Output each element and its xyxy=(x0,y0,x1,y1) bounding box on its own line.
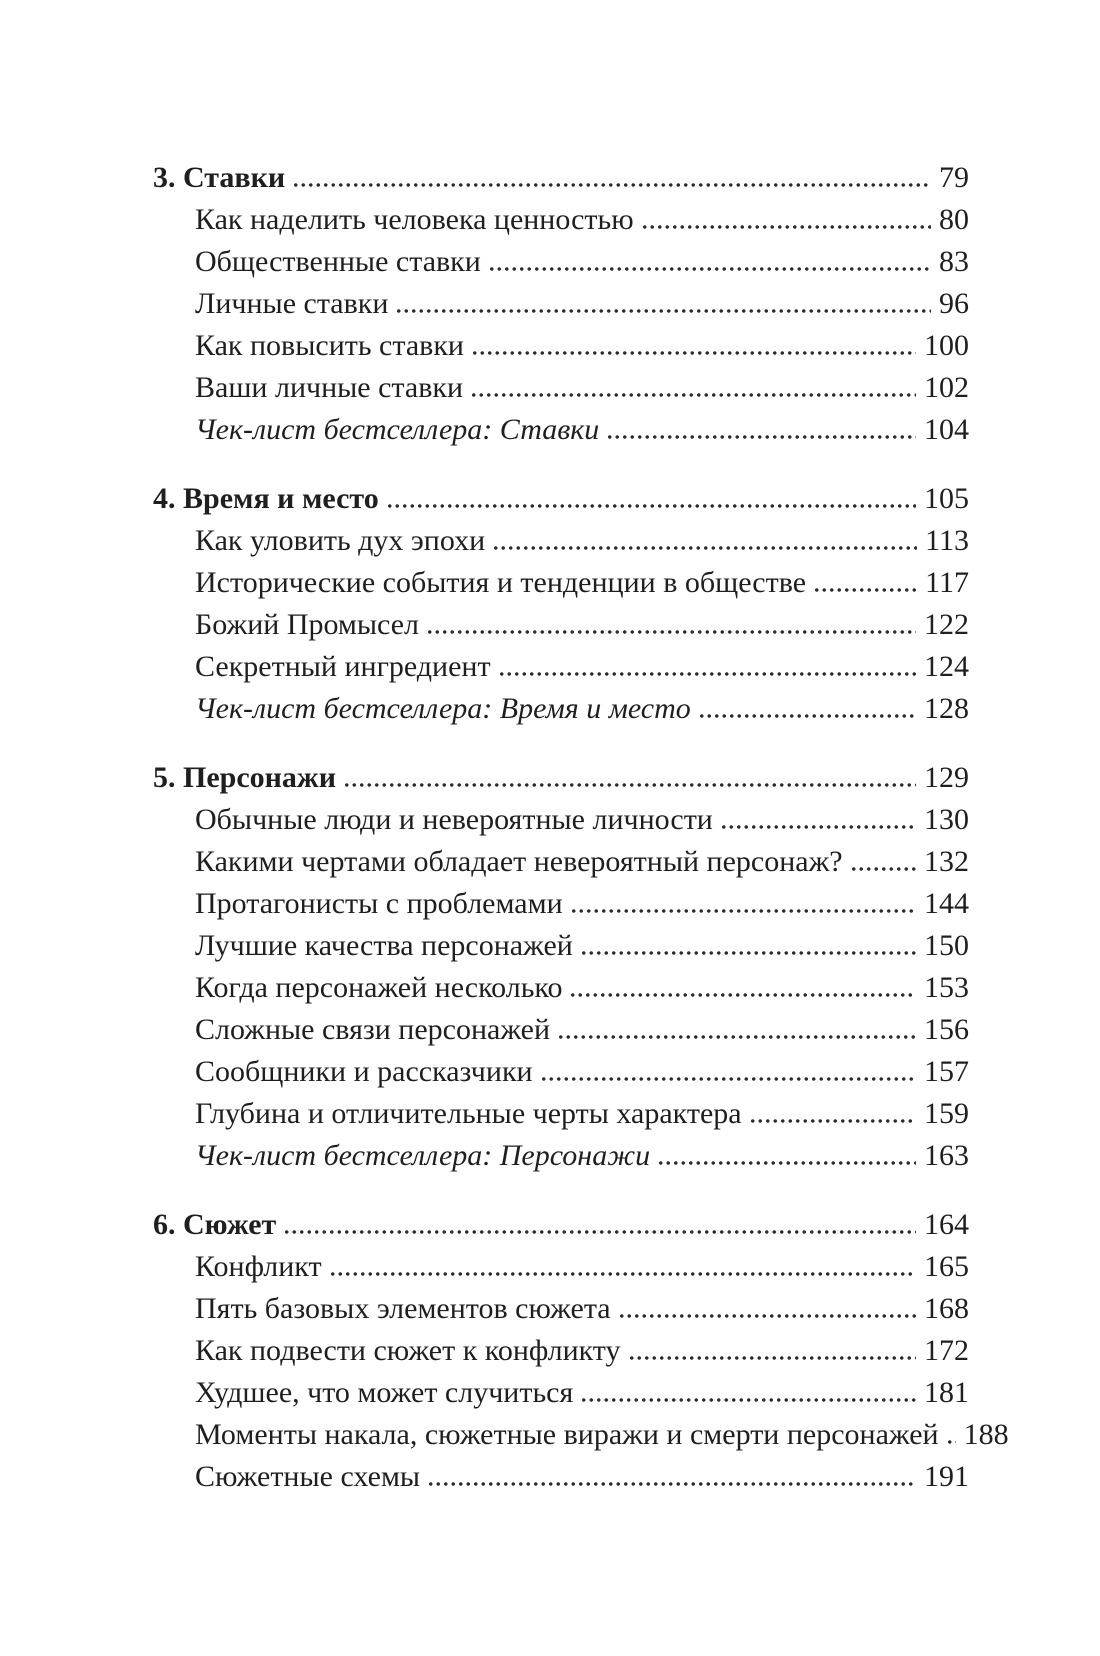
page-number: 105 xyxy=(924,482,969,515)
page-number: 191 xyxy=(924,1460,969,1493)
page-number: 172 xyxy=(924,1334,969,1367)
page-number: 128 xyxy=(924,692,969,725)
toc-entry-title: Сложные связи персонажей xyxy=(195,1013,551,1046)
toc-section xyxy=(153,757,969,1177)
dot-leader xyxy=(470,393,916,397)
dot-leader xyxy=(641,225,931,229)
toc-entry xyxy=(153,646,969,688)
toc-entry xyxy=(153,1330,969,1372)
page-number: 168 xyxy=(924,1292,969,1325)
dot-leader xyxy=(395,309,931,313)
toc-entry-title: Чек-лист бестселлера: Персонажи xyxy=(195,1139,651,1172)
dot-leader xyxy=(343,783,916,787)
toc-entry xyxy=(153,1288,969,1330)
dot-leader xyxy=(283,1230,916,1234)
page-number: 156 xyxy=(924,1013,969,1046)
toc-section-heading xyxy=(153,157,969,199)
dot-leader xyxy=(292,183,931,187)
page-number: 83 xyxy=(939,245,969,278)
toc-section-title: 5. Персонажи xyxy=(153,761,336,794)
page-number: 159 xyxy=(924,1097,969,1130)
toc-entry xyxy=(153,967,969,1009)
toc-section xyxy=(153,157,969,451)
page-number: 188 xyxy=(963,1418,1009,1451)
dot-leader xyxy=(628,1356,916,1360)
page-number: 153 xyxy=(924,971,969,1004)
toc-entry-title: Как повысить ставки xyxy=(195,329,464,362)
dot-leader xyxy=(850,867,916,871)
dot-leader xyxy=(557,1035,916,1039)
dot-leader xyxy=(698,714,916,718)
toc-section-title: 6. Сюжет xyxy=(153,1208,277,1241)
toc-entry xyxy=(153,1051,969,1093)
toc-entry-title: Конфликт xyxy=(195,1250,322,1283)
toc-entry-title: Чек-лист бестселлера: Ставки xyxy=(195,413,600,446)
page-number: 129 xyxy=(924,761,969,794)
toc-entry xyxy=(153,241,969,283)
toc-entry xyxy=(153,520,969,562)
page-number: 165 xyxy=(924,1250,969,1283)
toc-section-title: 4. Время и место xyxy=(153,482,379,515)
page-number: 164 xyxy=(924,1208,969,1241)
toc-entry-title: Худшее, что может случиться xyxy=(195,1376,574,1409)
page-number: 157 xyxy=(924,1055,969,1088)
toc-entry-title: Какими чертами обладает невероятный персонаж? xyxy=(195,845,843,878)
page-number: 132 xyxy=(924,845,969,878)
toc-entry-title: Как наделить человека ценностью xyxy=(195,203,634,236)
dot-leader xyxy=(498,672,916,676)
page-number: 163 xyxy=(924,1139,969,1172)
toc-entry-title: Пять базовых элементов сюжета xyxy=(195,1292,611,1325)
page-number: 113 xyxy=(925,524,969,557)
dot-leader xyxy=(570,909,916,913)
dot-leader xyxy=(749,1119,916,1123)
dot-leader xyxy=(329,1272,916,1276)
toc-entry xyxy=(153,883,969,925)
toc-entry-title: Лучшие качества персонажей xyxy=(195,929,573,962)
toc-entry-title: Чек-лист бестселлера: Время и место xyxy=(195,692,691,725)
dot-leader xyxy=(427,1482,916,1486)
toc-entry-title: Ваши личные ставки xyxy=(195,371,464,404)
toc-entry xyxy=(153,1093,969,1135)
toc-entry-title: Глубина и отличительные черты характера xyxy=(195,1097,742,1130)
page-number: 79 xyxy=(939,161,969,194)
toc-entry-title: Секретный ингредиент xyxy=(195,650,491,683)
page-number: 130 xyxy=(924,803,969,836)
page-number: 117 xyxy=(925,566,969,599)
dot-leader xyxy=(720,825,916,829)
dot-leader xyxy=(426,630,916,634)
toc-entry-title: Когда персонажей несколько xyxy=(195,971,563,1004)
page-number: 124 xyxy=(924,650,969,683)
toc-section xyxy=(153,1204,1009,1498)
page-number: 100 xyxy=(924,329,969,362)
toc-entry-title: Как подвести сюжет к конфликту xyxy=(195,1334,621,1367)
toc-entry xyxy=(153,688,969,730)
toc-entry-title: Общественные ставки xyxy=(195,245,481,278)
toc-entry xyxy=(153,1009,969,1051)
toc-section-title: 3. Ставки xyxy=(153,161,286,194)
page-number: 122 xyxy=(924,608,969,641)
dot-leader xyxy=(580,1398,916,1402)
toc-entry-title: Как уловить дух эпохи xyxy=(195,524,486,557)
toc-entry xyxy=(153,199,969,241)
toc-entry xyxy=(153,841,969,883)
toc-entry xyxy=(153,799,969,841)
toc-entry xyxy=(153,1456,969,1498)
table-of-contents xyxy=(153,157,1009,1498)
toc-section-heading xyxy=(153,757,969,799)
toc-entry xyxy=(153,604,969,646)
dot-leader xyxy=(569,993,916,997)
toc-entry-title: Исторические события и тенденции в обществе xyxy=(195,566,807,599)
page-number: 104 xyxy=(924,413,969,446)
dot-leader xyxy=(606,435,916,439)
dot-leader xyxy=(813,588,917,592)
page-number: 102 xyxy=(924,371,969,404)
toc-entry xyxy=(153,325,969,367)
page-number: 144 xyxy=(924,887,969,920)
toc-section-heading xyxy=(153,1204,969,1246)
toc-entry xyxy=(153,1246,969,1288)
toc-entry-title: Сюжетные схемы xyxy=(195,1460,421,1493)
toc-entry-title: Личные ставки xyxy=(195,287,389,320)
dot-leader xyxy=(492,546,917,550)
toc-entry-title: Моменты накала, сюжетные виражи и смерти персонажей xyxy=(195,1418,939,1451)
page-number: 80 xyxy=(939,203,969,236)
toc-entry xyxy=(153,1372,969,1414)
toc-entry xyxy=(153,367,969,409)
dot-leader xyxy=(488,267,931,271)
dot-leader xyxy=(540,1077,916,1081)
page-number: 96 xyxy=(939,287,969,320)
toc-entry xyxy=(153,1135,969,1177)
dot-leader xyxy=(618,1314,916,1318)
dot-leader xyxy=(946,1440,956,1444)
dot-leader xyxy=(580,951,916,955)
toc-entry xyxy=(153,283,969,325)
dot-leader xyxy=(386,504,916,508)
toc-entry-title: Протагонисты с проблемами xyxy=(195,887,563,920)
toc-entry-title: Сообщники и рассказчики xyxy=(195,1055,533,1088)
toc-entry xyxy=(153,562,969,604)
toc-section xyxy=(153,478,969,730)
page-number: 150 xyxy=(924,929,969,962)
page-number: 181 xyxy=(924,1376,969,1409)
toc-entry xyxy=(153,409,969,451)
toc-entry xyxy=(153,1414,1009,1456)
toc-entry-title: Божий Промысел xyxy=(195,608,420,641)
toc-entry-title: Обычные люди и невероятные личности xyxy=(195,803,713,836)
toc-section-heading xyxy=(153,478,969,520)
dot-leader xyxy=(657,1161,916,1165)
dot-leader xyxy=(471,351,916,355)
toc-entry xyxy=(153,925,969,967)
